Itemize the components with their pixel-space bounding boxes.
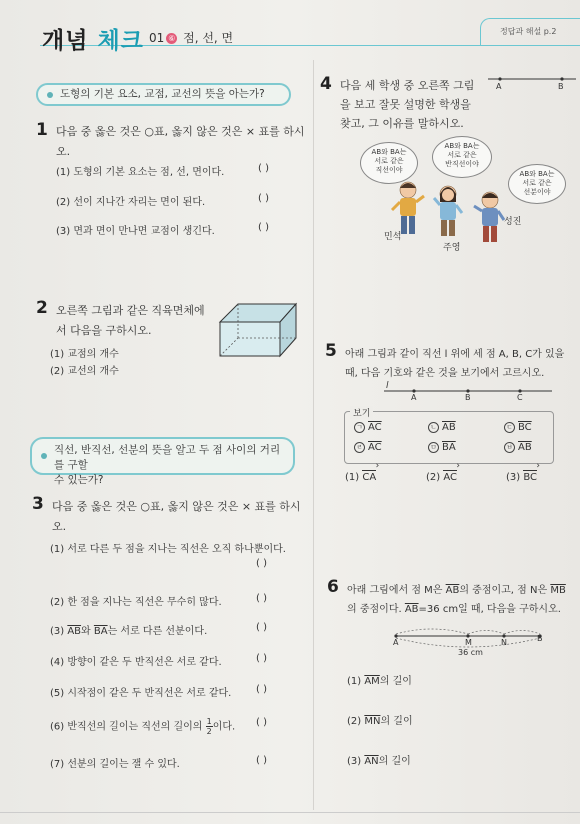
point-b-label: B [537,634,543,643]
cuboid-figure [218,300,298,358]
point-m-label: M [465,638,472,647]
question-5-number: 5 [325,341,337,361]
answer-blank[interactable]: ( ) [256,755,267,766]
answer-blank[interactable]: ( ) [258,222,269,233]
question-3-item-7: (7) 선분의 길이는 잴 수 있다. [50,759,180,770]
question-3-item-6: (6) 반직선의 길이는 직선의 길이의 $\frac{1}{2}$ 이다. [50,717,236,736]
line-l-label: l [386,381,389,391]
point-b-label: B [465,393,471,402]
question-6-sub-3: (3) $\overline{AN}$의 길이 [347,756,411,767]
column-divider [313,60,314,810]
answer-reference: 정답과 해설 p.2 [500,27,557,36]
lesson-badge: ⑥ [168,34,176,43]
question-6-sub-2: (2) $\overline{MN}$의 길이 [347,716,413,727]
point-n-label: N [501,638,507,647]
question-5-text: 아래 그림과 같이 직선 l 위에 세 점 A, B, C가 있을 [345,349,565,360]
bogi-option-3[interactable]: ㄷ $\overline{BC}$ [504,422,532,433]
point-c-label: C [517,393,523,402]
point-a-label: A [496,82,502,91]
question-4-text: 다음 세 학생 중 오른쪽 그림 [340,79,475,92]
student-name-2: 주영 [443,243,461,253]
bogi-label: 보기 [350,406,373,419]
question-3-item-2: (2) 한 점을 지나는 직선은 무수히 많다. [50,597,222,608]
answer-blank[interactable]: ( ) [256,684,267,695]
question-4-text-2: 을 보고 잘못 설명한 학생을 [340,98,471,111]
question-1-item-1: (1) 도형의 기본 요소는 점, 선, 면이다. [56,167,225,178]
question-2-text: 오른쪽 그림과 같은 직육면체에 [56,304,205,317]
question-2-item-1: (1) 교점의 개수 [50,349,119,360]
answer-blank[interactable]: ( ) [256,622,267,633]
answer-blank[interactable]: ( ) [256,717,267,728]
question-1-item-2: (2) 선이 지나간 자리는 면이 된다. [56,197,206,208]
answer-blank[interactable]: ( ) [256,558,267,569]
lesson-title: 01 ⑥ 점, 선, 면 [149,31,234,45]
point-b-label: B [558,82,564,91]
page-title: 개념 체크 [42,28,144,54]
question-1-number: 1 [36,120,48,140]
answer-blank[interactable]: ( ) [256,593,267,604]
question-1-item-3: (3) 면과 면이 만나면 교점이 생긴다. [56,226,215,237]
question-3-item-4: (4) 방향이 같은 두 반직선은 서로 같다. [50,657,222,668]
page-bottom-edge [0,812,580,813]
concept-check-2: 직선, 반직선, 선분의 뜻을 알고 두 점 사이의 거리를 구할 수 있는가? [30,437,295,475]
question-3-text: 다음 중 옳은 것은 ○표, 옳지 않은 것은 × 표를 하시 [52,500,301,513]
question-3-number: 3 [32,494,44,514]
question-1-text: 다음 중 옳은 것은 ○표, 옳지 않은 것은 × 표를 하시 [56,125,305,138]
line-ab-figure [488,72,578,86]
question-5-sub-3: (3) BC › [506,472,537,483]
answer-blank[interactable]: ( ) [258,163,269,174]
point-a-label: A [411,393,417,402]
question-3-item-1: (1) 서로 다른 두 점을 지나는 직선은 오직 하나뿐이다. [50,544,286,555]
bogi-option-1[interactable]: ㄱ $\overline{AC}$ [354,422,382,433]
question-2-number: 2 [36,298,48,318]
segment-length-label: 36 cm [458,648,483,657]
question-2-item-2: (2) 교선의 개수 [50,366,119,377]
question-3-item-3: (3) $\overline{AB}$와 $\overline{BA}$는 서로 다른 선분이다. [50,626,208,637]
answer-blank[interactable]: ( ) [258,193,269,204]
question-5-sub-1: (1) CA › [345,472,376,483]
question-6-text-2: 의 중점이다. $\overline{AB}=36$ cm일 때, 다음을 구하시오. [347,604,561,615]
question-6-sub-1: (1) $\overline{AM}$의 길이 [347,676,412,687]
bogi-option-6[interactable]: ㅂ $\overline{AB}$ [504,442,532,453]
speech-bubble-2: AB와 BA는 서로 같은 반직선이야 [432,136,492,178]
answer-blank[interactable]: ( ) [256,653,267,664]
question-1-text-cont: 오. [56,145,71,158]
bogi-option-2[interactable]: ㄴ $\overline{AB}$ [428,422,456,433]
speech-bubble-3: AB와 BA는 서로 같은 선분이야 [508,164,566,204]
question-6-number: 6 [327,577,339,597]
question-2-text-cont: 서 다음을 구하시오. [56,324,152,337]
question-4-text-3: 찾고, 그 이유를 말하시오. [340,117,464,130]
bogi-options-box [344,411,554,464]
question-3-item-5: (5) 시작점이 같은 두 반직선은 서로 같다. [50,688,232,699]
concept-check-1: 도형의 기본 요소, 교점, 교선의 뜻을 아는가? [36,83,291,106]
question-3-text-cont: 오. [52,520,67,533]
bogi-option-5[interactable]: ㅁ $\overline{BA}$ [428,442,456,453]
question-5-text-2: 때, 다음 기호와 같은 것을 보기에서 고르시오. [345,368,545,379]
student-name-1: 민석 [384,232,402,242]
speech-bubble-1: AB와 BA는 서로 같은 직선이야 [360,142,418,184]
question-5-sub-2: (2) AC › [426,472,457,483]
question-4-number: 4 [320,74,332,94]
bogi-option-4[interactable]: ㄹ $\overline{AC}$ [354,442,382,453]
student-name-3: 성진 [504,217,522,227]
point-a-label: A [393,638,399,647]
question-6-text: 아래 그림에서 점 M은 $\overline{AB}$의 중점이고, 점 N은 $\overline{MB}$ [347,585,566,596]
